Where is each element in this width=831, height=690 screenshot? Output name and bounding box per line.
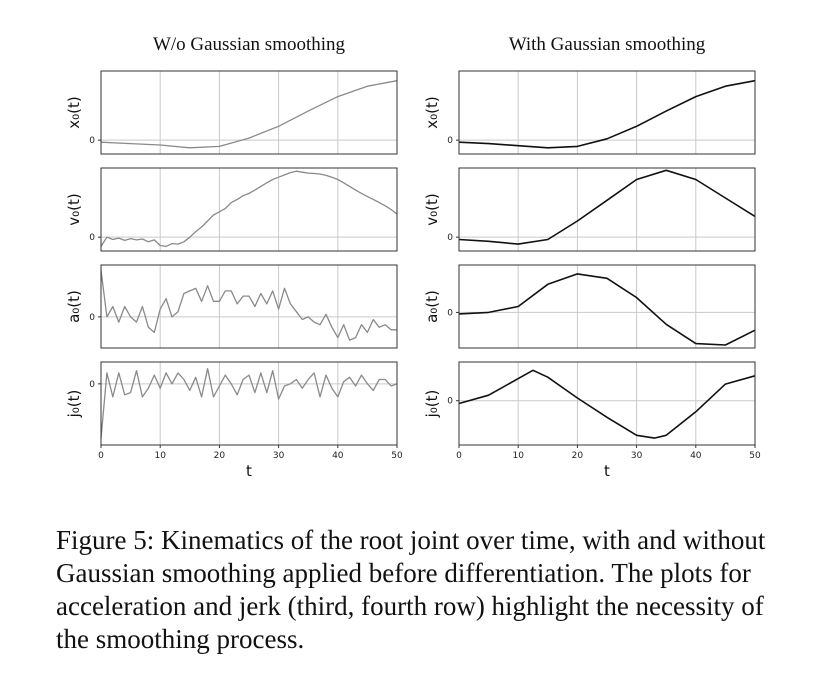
smooth-jerk-ylabel: j₀(t) [423,389,441,418]
raw-velocity-line-0 [101,171,397,246]
smooth-jerk-xtick-label-40: 40 [690,451,702,461]
smooth-position-ytick-label-0: 0 [447,136,453,147]
raw-position-line-0 [101,81,397,148]
smooth-position-ylabel: x₀(t) [423,96,441,129]
raw-jerk-xtick-label-30: 30 [272,451,285,461]
raw-jerk-xtick-label-10: 10 [154,451,166,461]
smooth-position-frame [459,71,755,154]
smooth-velocity-frame [459,168,755,251]
raw-jerk-xlabel: t [246,462,252,480]
smooth-jerk-xtick-label-30: 30 [630,451,643,461]
smooth-jerk-ytick-label-0: 0 [447,396,453,407]
raw-acceleration-line-0 [101,270,397,340]
smooth-jerk-frame [459,362,755,445]
smooth-acceleration-line-0 [459,274,755,345]
smooth-acceleration-ytick-label-0: 0 [447,308,453,319]
raw-jerk-ytick-label-0: 0 [89,379,95,390]
raw-jerk-xtick-label-0: 0 [98,451,104,461]
raw-position-frame [101,71,397,154]
smooth-jerk-xtick-label-20: 20 [571,451,584,461]
raw-position-ytick-label-0: 0 [89,136,95,147]
raw-position-ylabel: x₀(t) [65,96,83,129]
raw-acceleration-ytick-label-0: 0 [89,312,95,323]
raw-velocity-frame [101,168,397,251]
smooth-jerk-line-0 [459,370,755,438]
smooth-velocity-ylabel: v₀(t) [423,193,441,226]
smooth-acceleration-ylabel: a₀(t) [423,290,441,323]
raw-acceleration-ylabel: a₀(t) [65,290,83,323]
smooth-jerk-xtick-label-50: 50 [749,451,761,461]
smooth-position-title: With Gaussian smoothing [508,34,706,55]
figure-caption: Figure 5: Kinematics of the root joint over time, with and without Gaussian smoothing applied before differentiation. The plots for acceleration and jerk (third, fourth row) highlight the necessity of the smoothing process. [56,525,766,654]
raw-position-title: W/o Gaussian smoothing [152,34,346,55]
raw-velocity-ylabel: v₀(t) [65,193,83,226]
smooth-acceleration-frame [459,265,755,348]
raw-jerk-xtick-label-40: 40 [332,451,344,461]
smooth-jerk-xlabel: t [604,462,610,480]
raw-jerk-xtick-label-20: 20 [213,451,226,461]
smooth-position-line-0 [459,81,755,148]
raw-jerk-ylabel: j₀(t) [65,389,83,418]
raw-acceleration-frame [101,265,397,348]
raw-jerk-xtick-label-50: 50 [391,451,403,461]
smooth-velocity-ytick-label-0: 0 [447,233,453,244]
raw-jerk-line-0 [101,369,397,439]
smooth-velocity-line-0 [459,170,755,244]
raw-velocity-ytick-label-0: 0 [89,233,95,244]
smooth-jerk-xtick-label-10: 10 [512,451,524,461]
smooth-jerk-xtick-label-0: 0 [456,451,462,461]
